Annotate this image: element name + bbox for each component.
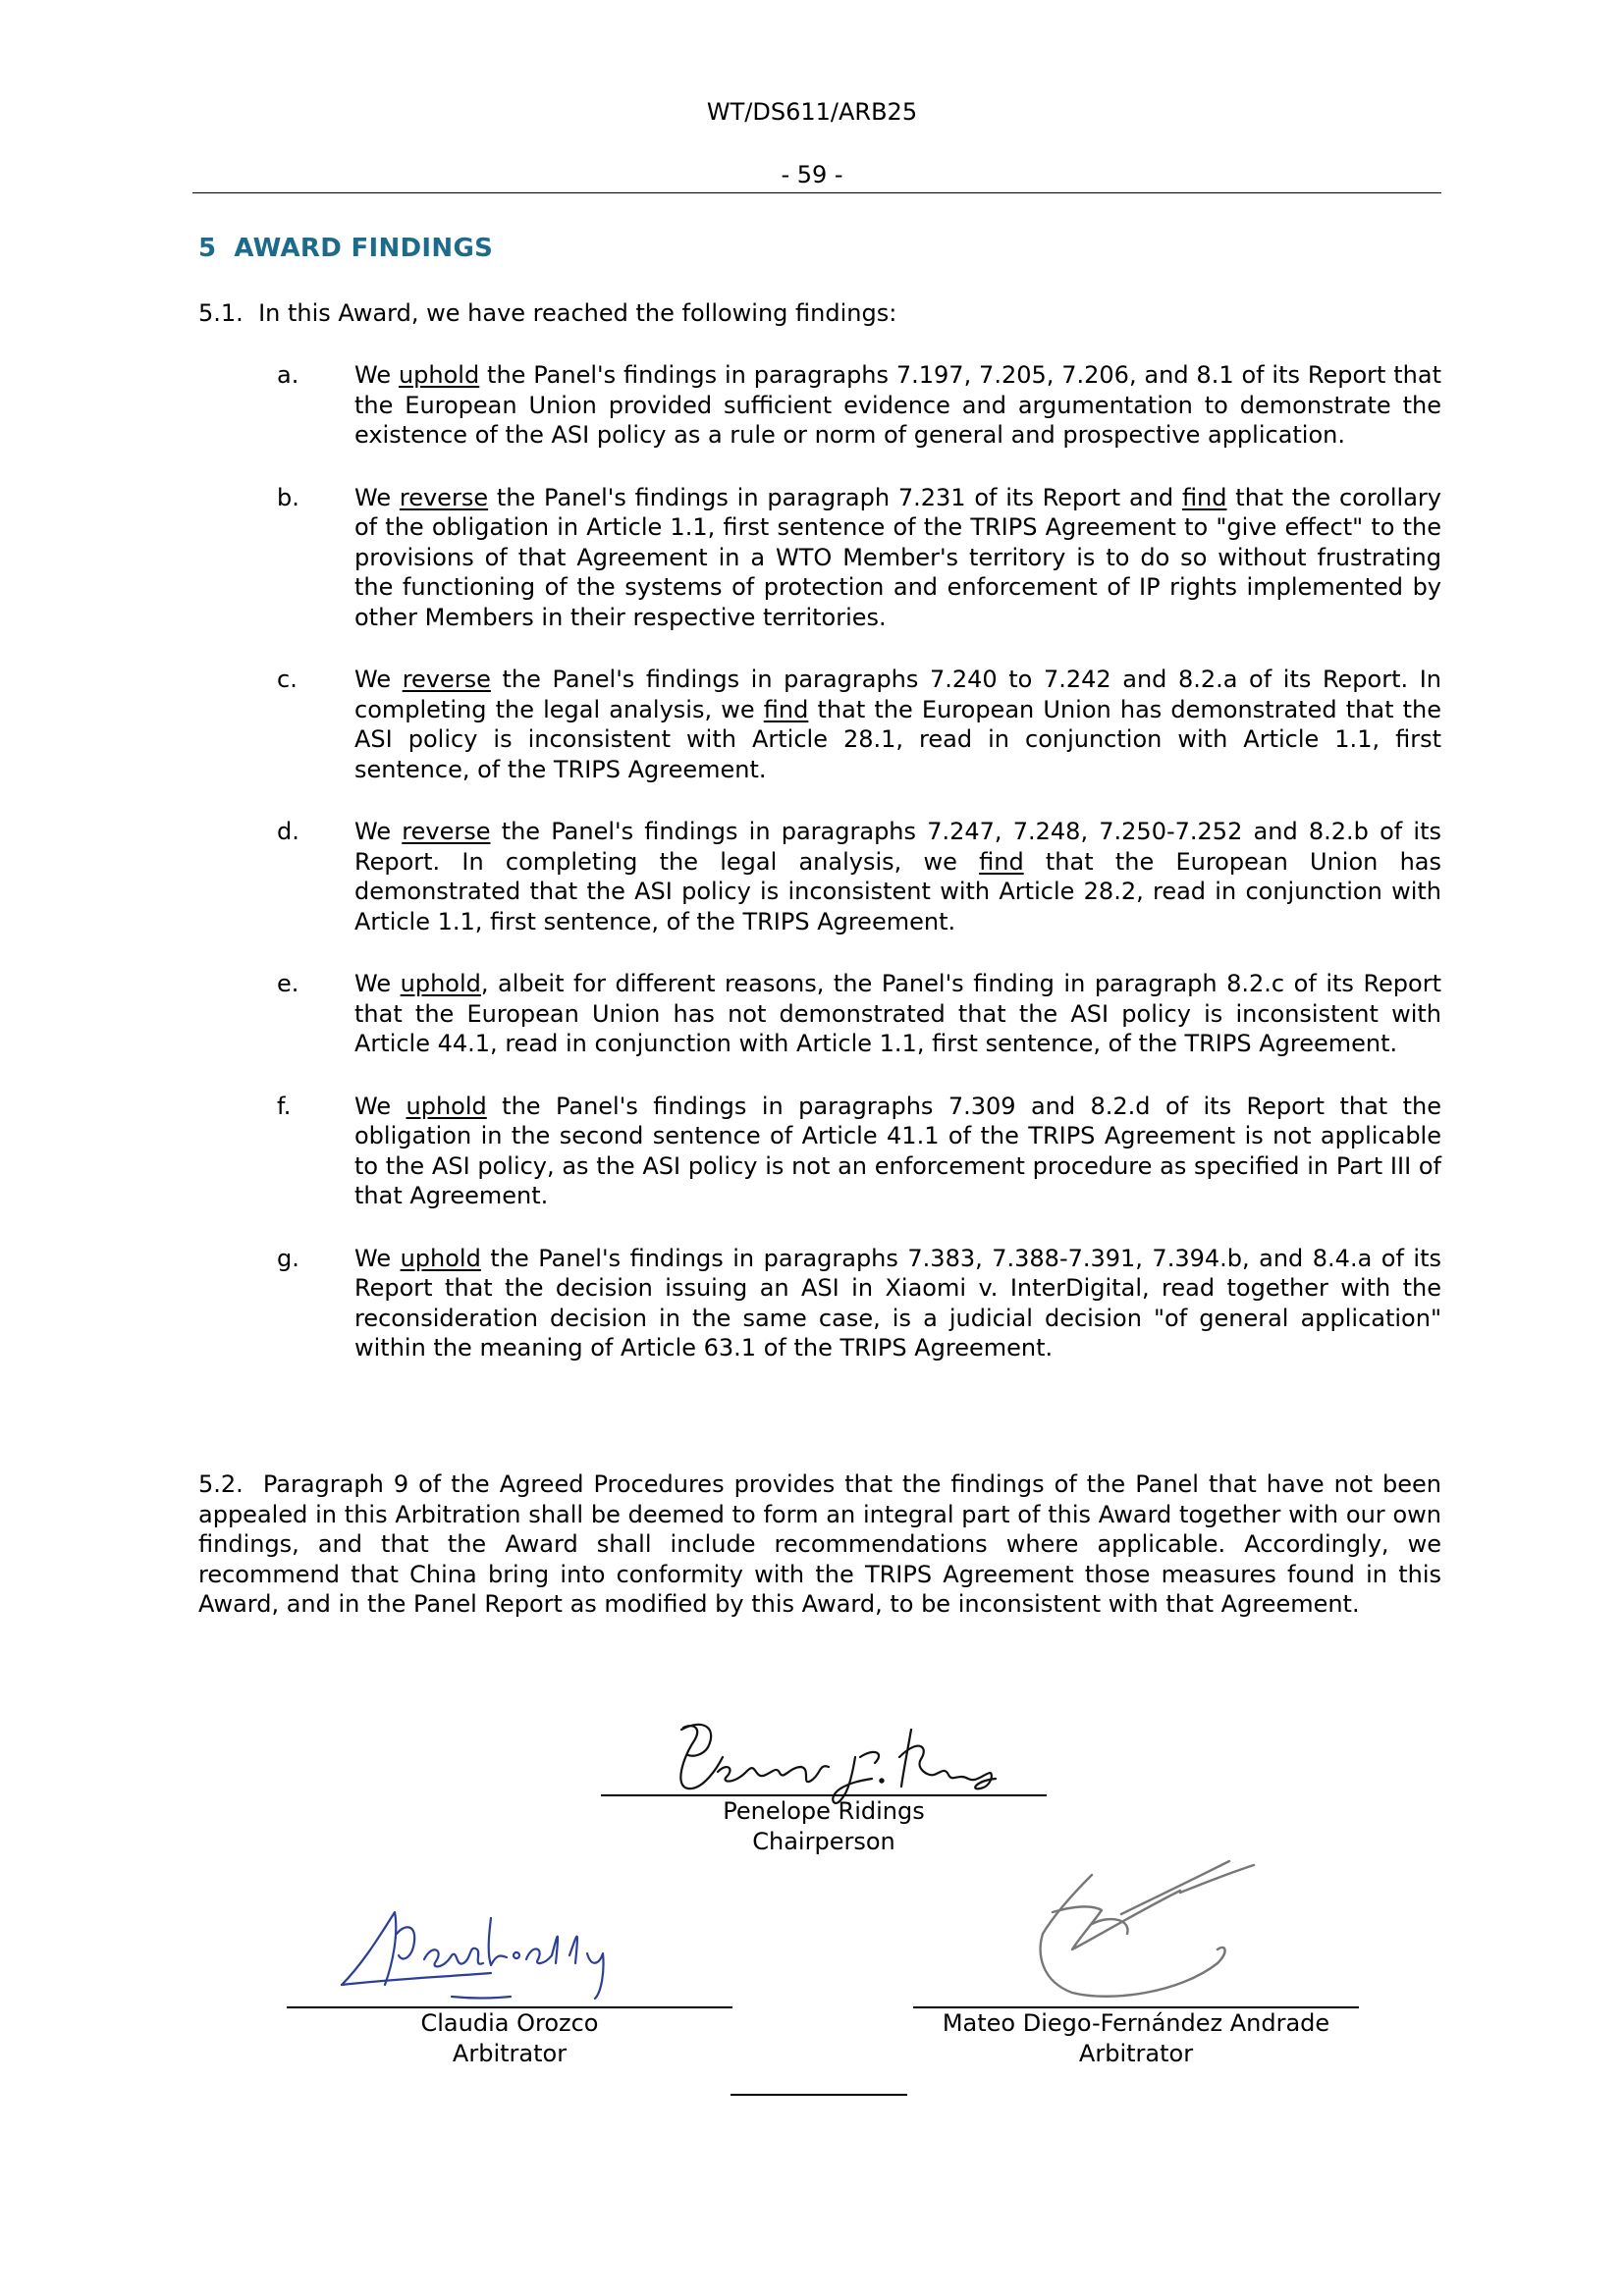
finding-text [354,360,1441,451]
finding-letter: f. [277,1092,292,1120]
signatory-role: Arbitrator [452,2040,568,2067]
signatory-role: Chairperson [752,1828,895,1855]
finding-text-segment: We [354,666,403,693]
finding-operative-word: reverse [402,666,491,693]
paragraph-text: Paragraph 9 of the Agreed Procedures provides that the findings of the Panel that have not been appealed in this Arbitration shall be deemed to form an integral part of this Award together with our own findings, and that the Award shall include recommendations where applicable. Accordingly, we recommend that China bring into conformity with the TRIPS Agreement those measures found in this Award, and in the Panel Report as modified by this Award, to be inconsistent with that Agreement. [198,1470,1441,1618]
signatory-name: Penelope Ridings [723,1797,925,1825]
finding-text-segment: the Panel's findings in paragraphs 7.247, 7.248, 7.250-7.252 and 8.2.b of its Report. In completing the legal analysis, we [354,818,1441,876]
signatory-name: Mateo Diego-Fernández Andrade [942,2009,1330,2037]
finding-text [354,665,1441,784]
signature-block-right [913,2006,1359,2069]
finding-text-segment: that the European Union has demonstrated that the ASI policy is inconsistent with Article 28.2, read in conjunction with Article 1.1, first sentence, of the TRIPS Agreement. [354,847,1441,935]
signature-claudia-orozco [334,1895,658,2002]
finding-text-segment: that the corollary of the obligation in Article 1.1, first sentence of the TRIPS Agreement to "give effect" to the provisions of that Agreement in a WTO Member's territory is to do so without frustrating the functioning of the systems of protection and enforcement of IP rights implemented by other Members in their respective territories. [354,483,1441,631]
finding-text-segment: , albeit for different reasons, the Panel's finding in paragraph 8.2.c of its Report that the European Union has not demonstrated that the ASI policy is inconsistent with Article 44.1, read in conjunction with Article 1.1, first sentence, of the TRIPS Agreement. [354,970,1441,1057]
finding-text [354,483,1441,633]
finding-operative-word: uphold [400,970,481,997]
paragraph-text: In this Award, we have reached the following findings: [258,299,897,327]
finding-text [354,969,1441,1059]
paragraph-number: 5.1. [198,299,244,327]
signature-block-chair [601,1794,1047,1857]
signatory-role: Arbitrator [1078,2040,1194,2067]
finding-text-segment: the Panel's findings in paragraphs 7.383, 7.388-7.391, 7.394.b, and 8.4.a of its Report that the decision issuing an ASI in Xiaomi v. InterDigital, read together with the reconsideration decision in the same case, is a judicial decision "of general application" within the meaning of Article 63.1 of the TRIPS Agreement. [354,1244,1441,1362]
finding-text-segment: We [354,970,401,997]
page-number: - 59 - [781,161,843,188]
paragraph-5-2 [198,1469,1441,1620]
header-divider [192,192,1441,193]
signature-penelope-ridings [664,1698,1007,1806]
finding-item [198,1244,1441,1363]
finding-item [198,483,1441,633]
finding-text-segment: the Panel's findings in paragraphs 7.240 to 7.242 and 8.2.a of its Report. In completing the legal analysis, we [354,666,1442,723]
document-code: WT/DS611/ARB25 [706,98,918,126]
finding-operative-word: reverse [399,483,489,511]
finding-text [354,1092,1441,1211]
finding-text-segment: that the European Union has demonstrated that the ASI policy is inconsistent with Article 28.1, read in conjunction with Article 1.1, first sentence, of the TRIPS Agreement. [354,695,1442,783]
end-of-document-rule [731,2094,907,2096]
finding-operative-word: uphold [406,1092,487,1120]
finding-item [198,969,1441,1059]
finding-text-segment: the Panel's findings in paragraphs 7.197, 7.205, 7.206, and 8.1 of its Report that the European Union provided sufficient evidence and argumentation to demonstrate the existence of the ASI policy as a rule or norm of general and prospective application. [354,361,1442,449]
finding-letter: c. [277,666,298,693]
finding-operative-word: uphold [398,361,480,389]
finding-item [198,1092,1441,1211]
signature-block-left [287,2006,732,2069]
finding-text-segment: the Panel's findings in paragraphs 7.309 and 8.2.d of its Report that the obligation in the second sentence of Article 41.1 of the TRIPS Agreement is not applicable to the ASI policy, as the ASI policy is not an enforcement procedure as specified in Part III of that Agreement. [354,1092,1442,1209]
signature-mateo-diego-fernandez [1033,1855,1269,2002]
findings-list [198,360,1441,1396]
finding-letter: b. [277,483,299,511]
finding-operative-word: find [1181,483,1227,511]
finding-letter: a. [277,361,299,389]
finding-text-segment: We [354,818,403,845]
section-number: 5 [198,234,217,263]
finding-operative-word: find [979,847,1024,876]
section-heading [198,234,493,263]
finding-text-segment: the Panel's findings in paragraph 7.231 of its Report and [488,483,1182,511]
paragraph-number: 5.2. [198,1470,244,1498]
finding-text-segment: We [354,483,400,511]
finding-text-segment: We [354,1092,406,1120]
paragraph-5-1 [198,298,1441,329]
finding-item [198,665,1441,784]
finding-text-segment: We [354,1244,401,1272]
finding-text [354,817,1441,936]
finding-operative-word: find [763,695,809,723]
finding-item [198,817,1441,936]
finding-letter: e. [277,970,299,997]
finding-operative-word: uphold [400,1244,481,1272]
finding-text [354,1244,1441,1363]
finding-letter: g. [277,1244,299,1272]
finding-text-segment: We [354,361,399,389]
section-title: AWARD FINDINGS [234,234,494,263]
finding-letter: d. [277,818,299,845]
signatory-name: Claudia Orozco [420,2009,599,2037]
finding-operative-word: reverse [402,818,491,845]
finding-item [198,360,1441,451]
